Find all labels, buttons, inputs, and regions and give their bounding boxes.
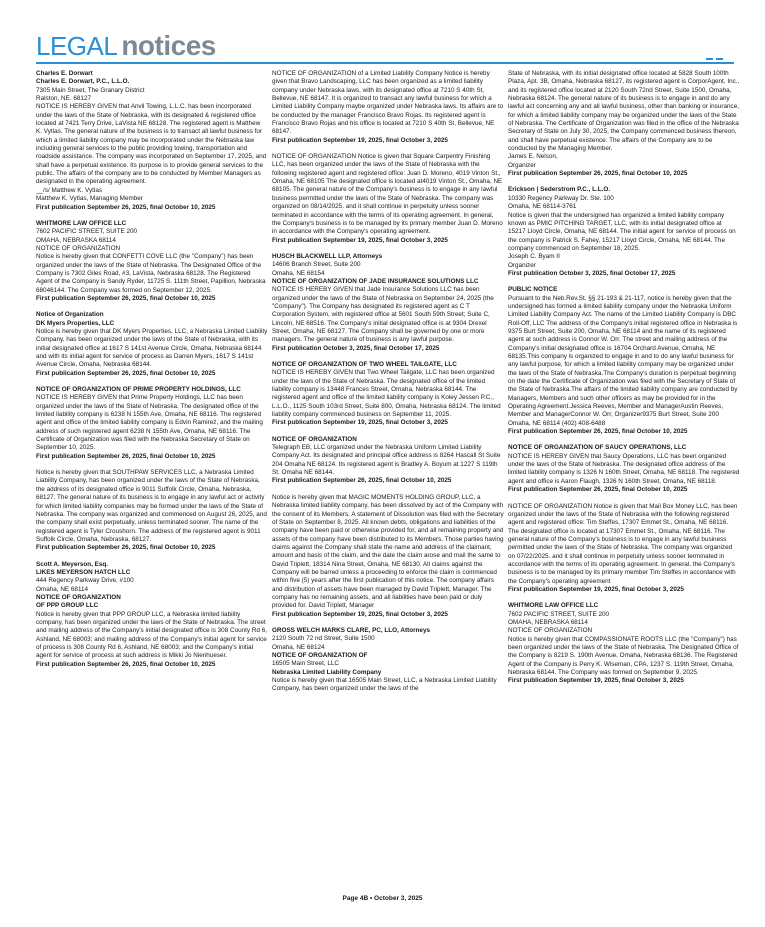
notice-body: NOTICE OF ORGANIZATION Notice is given that Mail Box Money LLC, has been organized under the laws of the State of Nebraska with the following registered agent and registered office: Tim Steffes, 17307 Emmet St., Omaha, NE 68116. The designated office is located at 17307 Emmet St., Omaha, NE 68116. The general nature of the Company's business is to engage in any lawful business permitted under the laws of the State of Nebraska. The company was organized on 07/22/2025. and it shall continue in perpetuity unless sooner terminated in accordance with the terms of its operating agreement. In general, the Company's business is to be managed by its primary member Tim Steffes in accordance with the Company's operating agreement	[508, 502, 738, 585]
section-title-notices: notices	[121, 30, 216, 61]
notice-address: 7602 PACIFIC STREET, SUITE 200	[508, 610, 610, 618]
notice-heading: NOTICE OF ORGANIZATION OF	[272, 652, 368, 659]
publication-dates: First publication September 19, 2025, final October 3, 2025	[508, 677, 684, 685]
publication-dates: First publication September 19, 2025, final October 3, 2025	[272, 136, 448, 144]
notice-heading: NOTICE OF ORGANIZATION OF SAUCY OPERATIONS, LLC	[508, 444, 687, 452]
notice-address: 14606 Branch Street, Suite 200	[272, 261, 361, 269]
publication-dates: First publication September 19, 2025, final October 3, 2025	[508, 585, 684, 593]
notice-address: 7305 Main Street, The Granary District	[36, 86, 145, 94]
notice-signature: __/s/ Matthew K. Vytlas	[36, 186, 103, 194]
notice-firm-name: GROSS WELCH MARKS CLARE, PC, LLO, Attorneys	[272, 626, 431, 634]
notice-body: NOTICE OF ORGANIZATION Notice is given that Square Carpentry Finishing LLC, has been organized under the laws of the State of Nebraska with the following registered agent and registered office: Juan D. Moreno, 4019 Vinton St., Omaha, NE 68105 The designated office is located at4019 Vinton St., Omaha, NE 68105. The general nature of the Company's business is to engage in any lawful business permitted under the laws of the State of Nebraska. The company was organized on 08/14/2025. and it shall continue in perpetuity unless sooner terminated in accordance with the terms of its operating agreement. In general, the Company's business is to be managed by its primary member Juan D. Moreno in accordance with the Company's operating agreement.	[272, 153, 503, 236]
notice-body: Notice is given that the undersigned has organized a limited liability company known as PMIC PITCHING TARGET, LLC, with its initial designated office at 15217 Lloyd Circle, Omaha, NE 68144. The initial agent for service of process on the company is Patrick S. Fahey, 15217 Lloyd Circle, Omaha, NE 68144. The company commenced on September 18, 2025.	[508, 211, 736, 252]
notice-body: Notice is hereby given that SOUTHPAW SERVICES LLC, a Nebraska Limited Liability Company, has been organized under the laws of the State of Nebraska, the address of its designated office is 9011 Suffolk Circle, Omaha, Nebraska, 68127. The general nature of its business is to engage in any lawful act or activity for which limited liability companies may be formed under the laws of the State of Nebraska. The company was organized and commenced on August 26, 2025, and the company shall exist perpetually, unless terminated sooner. The name of the registered agent is Tyler Croushorn. The address of the registered agent is 9011 Suffolk Circle, Omaha, Nebraska, 68127.	[36, 469, 267, 543]
notice-body: Notice is hereby given that PPP GROUP LLC, a Nebraska limited liability company, has been organized under the laws of the State of Nebraska. The street and mailing address of the Company's initial designated office is 308 County Rd 6, Ashland, NE 68003; and mailing address of the Company's initial agent for service of process is 308 County Rd 6, Ashland, NE 68003; and the Company's initial agent for service of process at such address is Mikki Jo Nienhueser.	[36, 610, 268, 660]
notice-address: OMAHA, NEBRASKA 68114	[508, 618, 588, 626]
notice-heading: NOTICE OF ORGANIZATION OF JADE INSURANCE SOLUTIONS LLC	[272, 277, 479, 285]
notice-body: NOTICE IS HEREBY GIVEN that Jade Insurance Solutions LLC has been organized under the laws of the State of Nebraska on September 24, 2025 (the "Company"). The Company has designated its registered agent as C T Corporation System, with registered office at 5601 South 59th Street; Suite C, Lincoln, NE 68516. The Company's initial designated office is at 9304 Drexel Street, Omaha, NE 68127. The Company shall be governed by one or more managers. The general nature of business is any lawful purpose.	[272, 286, 494, 344]
notice-heading: NOTICE OF ORGANIZATION	[272, 435, 357, 443]
notice-firm-name: Charles E. Dorwart, P.C., L.L.O.	[36, 78, 130, 86]
notice-body: NOTICE OF ORGANIZATION of a Limited Liability Company Notice is hereby given that Bravo Landscaping, LLC has been organized as a limited liability company under Nebraska laws, with its designated office at 7210 S 40th St, Bellevue, NE 68147. It is organized to transact any lawful business for which a Limited Liability Company maybe organized under Nebraska laws. Its affairs are to be conducted by the manager Francisco Bravo Rojas. Its registered agent is Francisco Bravo Rojas and his office is located at 7210 S 40th St, Bellevue, NE 68147.	[272, 70, 504, 136]
notice-heading: NOTICE OF ORGANIZATION	[36, 244, 121, 252]
notice-signer: Joseph C. Byam II	[508, 253, 560, 261]
notice-address: Omaha, NE 68114	[36, 585, 89, 593]
notice-body: Telegraph EB, LLC organized under the Nebraska Uniform Limited Liability Company Act. Its designated and principal office address is 8264 Hascall St Suite 204 Omaha NE 68124. Its registered agent is Bradley A. Boyum at 1227 S 119th St. Omaha NE 68144.	[272, 444, 501, 477]
notice-body: NOTICE IS HEREBY GIVEN that Saucy Operations, LLC has been organized under the laws of the State of Nebraska. The designated office address of the limited liability company is 1326 N 160th Street, Omaha, NE 68118. The registered agent and office is Aaron Flaugh, 1326 N 160th Street, Omaha, NE 68118.	[508, 452, 740, 485]
publication-dates: First publication September 26, 2025, final October 10, 2025	[36, 369, 216, 377]
notice-company: DK Myers Properties, LLC	[36, 319, 115, 327]
column-3	[508, 70, 740, 686]
notice-heading: NOTICE OF ORGANIZATION OF TWO WHEEL TAILGATE, LLC	[272, 361, 457, 368]
publication-dates: First publication September 26, 2025, final October 10, 2025	[36, 203, 216, 211]
header-rule-dash	[716, 58, 723, 60]
notice-body: NOTICE IS HEREBY GIVEN that Prime Property Holdings, LLC has been organized under the laws of the State of Nebraska. The designated office of the limited liability company is 6238 N 155th Ave, Omaha, NE 68116. The registered agent and office of the limited liability company is Edvin Ramirez, and the mailing address of such registered agent 6238 N 155th Ave, Omaha, NE 68116. The Certificate of Organization was filed with the Nebraska Secretary of State on September 10, 2025.	[36, 394, 263, 452]
notice-heading: NOTICE OF ORGANIZATION OF PRIME PROPERTY HOLDINGS, LLC	[36, 386, 241, 394]
column-1	[36, 70, 268, 669]
notice-body: Notice is hereby given that COMPASSIONATE ROOTS LLC (the "Company") has been organized under the laws of the State of Nebraska. The Designated Office of the Company is 8219 S. 190th Avenue, Omaha, Nebraska 68136. The Registered Agent of the Company is Perry K. Wiseman, CPA, 1237 S. 119th Street, Omaha, Nebraska 68144. The Company was formed on September 9, 2025.	[508, 635, 739, 677]
notice-address: Omaha, NE 68114-3761	[508, 203, 577, 211]
notice-signer: James E. Nelson,	[508, 153, 558, 161]
publication-dates: First publication September 19, 2025, final October 3, 2025	[272, 236, 448, 244]
section-title-legal: LEGAL	[36, 31, 118, 61]
notice-body: NOTICE IS HEREBY GIVEN that Anvil Towing, L.L.C. has been incorporated under the laws of the State of Nebraska, with its designated & registered office located at 7421 Terry Drive, LaVista NE 68128. The registered agent is Matthew K. Vytlas. The general nature of the business is to transact all lawful business for which a limited liability company may be incorporated under the Nebraska law including general services to the public providing towing, transportation and roadside assistance. The company was incorporated on September 17, 2025, and shall have a perpetual existence. Its purpose is to provide general services to the public. The affairs of the company are to be conducted by Member Managers as designated in the operating agreement.	[36, 103, 267, 186]
publication-dates: First publication September 26, 2025, final October 10, 2025	[508, 428, 688, 436]
notice-company: 16505 Main Street, LLC	[272, 660, 340, 668]
notice-body: Notice is hereby given that MAGIC MOMENTS HOLDING GROUP, LLC, a Nebraska limited liability company, has been dissolved by act of the Company with the consent of its Members. A statement of Dissolution was filed with the Secretary of State on September 8, 2025. All known debts, obligations and liabilities of the company have been paid or otherwise provided for, and all remaining property and assets of the company have been distributed to its Members. Those parties having claims against the Company shall state the name and address of the claimant, amount and basis of the claim, and the date the claim arose and mail the same to David Triplett, 18314 Nina Street, Omaha, NE 68130. All claims against the Company will be barred unless a proceeding to enforce the claim is commenced within five (5) years after the first publication of this notice. The company affairs and distribution of assets have been managed by David Triplett, Manager. The company has no remaining assets, and all liabilities have been paid or duly provided for. David Triplett, Manager	[272, 493, 504, 610]
column-2	[272, 70, 504, 694]
notice-address: Ralston, NE. 68127	[36, 95, 92, 103]
notice-heading: PUBLIC NOTICE	[508, 286, 558, 294]
notice-firm-name: LIKES MEYERSON HATCH LLC	[36, 568, 131, 576]
notice-body: Notice is hereby given that CONFETTI COVE LLC (the "Company") has been organized under the laws of the State of Nebraska. The Designated Office of the Company is 7302 Giles Road, #3, LaVista, Nebraska 68128. The Registered Agent of the Company is Sandy Ryder, 11725 S. 111th Street, Papillion, Nebraska 68046144. The Company was formed on September 12, 2025.	[36, 253, 266, 294]
notice-firm-name: WHITMORE LAW OFFICE LLC	[36, 219, 127, 227]
notice-signer: Organizer	[508, 261, 536, 269]
notice-address: OMAHA, NEBRASKA 68114	[36, 236, 116, 244]
publication-dates: First publication September 26, 2025, final October 10, 2025	[36, 660, 216, 668]
notice-body: Notice is hereby given that DK Myers Properties, LLC, a Nebraska Limited Liability Company, has been organized under the laws of the State of Nebraska, with its initial designated office at 1617 S 141st Avenue Circle, Omaha, Nebraska 68144 and with its initial agent for service of process as Darren Myers, 1617 S 141st Avenue Circle, Omaha, Nebraska 68144.	[36, 327, 268, 369]
notice-firm-name: Erickson | Sederstrom P.C., L.L.O.	[508, 186, 611, 194]
publication-dates: First publication October 3, 2025, final October 17, 2025	[272, 344, 440, 352]
page-footer: Page 4B • October 3, 2025	[342, 895, 423, 902]
publication-dates: First publication September 26, 2025, final October 10, 2025	[36, 294, 216, 302]
notice-company: Nebraska Limited Liability Company	[272, 668, 382, 676]
notice-attorney-name: Charles E. Dorwart	[36, 70, 93, 77]
header-rule	[36, 62, 734, 64]
notice-address: 444 Regency Parkway Drive, #100	[36, 577, 134, 585]
notice-attorney-name: Scott A. Meyerson, Esq.	[36, 560, 109, 568]
notice-heading: NOTICE OF ORGANIZATION	[36, 593, 121, 601]
notice-address: Omaha, NE 68124	[272, 643, 325, 651]
notice-body: Notice is hereby given that 16505 Main Street, LLC, a Nebraska Limited Liability Company, has been organized under the laws of the	[272, 677, 497, 693]
notice-heading: Notice of Organization	[36, 311, 104, 319]
notice-address: 2120 South 72 nd Street, Suite 1500	[272, 635, 375, 643]
notice-body: NOTICE IS HEREBY GIVEN that Two Wheel Tailgate, LLC has been organized under the laws of the State of Nebraska. The designated office of the limited liability company is 13448 Frances Street, Omaha, Nebraska 68144. The registered agent and office of the limited liability company is Koley Jessen P.C., L.L.O., 1125 South 103rd Street, Suite 800, Omaha, Nebraska 68124. The limited liability company commenced business on September 11, 2025.	[272, 369, 501, 419]
notice-firm-name: HUSCH BLACKWELL LLP, Attorneys	[272, 252, 383, 260]
notice-address: 7602 PACIFIC STREET, SUITE 200	[36, 228, 138, 236]
notice-firm-name: WHITMORE LAW OFFICE LLC	[508, 602, 599, 610]
notice-address: 10330 Regency Parkway Dr. Ste. 100	[508, 194, 614, 202]
notice-body: State of Nebraska, with its initial designated office located at 5828 South 100th Plaza, Apt. 3B, Omaha, Nebraska 68127, its registered agent is CorporAgent, Inc., and its registered office located at 2120 South 72nd Street, Suite 1500, Omaha, Nebraska 68124. The general nature of its business is to engage in and do any lawful act concerning any and all lawful business, other than banking or insurance, for which a limited liability company may be organized under the laws of the State of Nebraska. The Certificate of Organization was filed in the office of the Nebraska Secretary of State on July 30, 2025, the Company commenced business thereon, and shall have perpetual existence. The affairs of the Company are to be conducted by the Managing Member.	[508, 70, 740, 153]
notice-signer: Matthew K. Vytlas, Managing Member	[36, 195, 143, 203]
notice-address: Omaha, NE 68154	[272, 269, 325, 277]
publication-dates: First publication September 19, 2025, final October 3, 2025	[272, 610, 448, 618]
publication-dates: First publication September 26, 2025, final October 10, 2025	[36, 544, 216, 552]
publication-dates: First publication September 19, 2025, final October 3, 2025	[272, 419, 448, 427]
publication-dates: First publication October 3, 2025, final October 17, 2025	[508, 269, 676, 277]
section-header	[36, 30, 726, 64]
notice-heading: NOTICE OF ORGANIZATION	[508, 627, 593, 635]
publication-dates: First publication September 26, 2025, final October 10, 2025	[508, 170, 688, 178]
publication-dates: First publication September 26, 2025, final October 10, 2025	[36, 452, 216, 460]
publication-dates: First publication September 26, 2025, final October 10, 2025	[272, 477, 452, 485]
notice-heading: OF PPP GROUP LLC	[36, 602, 99, 610]
notice-body: Pursuant to the Neb.Rev.St. §§ 21-193 & 21-117, notice is hereby given that the undersigned has formed a limited liability company under the Nebraska Uniform Limited Liability Company Act. The name of the Limited Liability Company is DBC Roll-Off, LLC The address of the Company's initial registered office in Nebraska is 9375 Burt Street, Suite 200, Omaha, NE 68114 and the name of its registered agent at such address is Connor W. Orr. The street and mailing address of the Company's initial designated office is 16704 Orchard Avenue, Omaha, NE 68135.This company is organized to engage in and to do any lawful business for any lawful purpose, for which a limited liability company may be organized under the laws of the State of Nebraska.The Company's duration is perpetual beginning on the date the Certificate of Organization was filed with the Secretary of State of the State of Nebraska.The affairs of the limited liability company are conducted by Managers, Members and such other officers as may be provided for in the Operating Agreement.Jessica Reeves, Member and ManagerAustin Reeves, Member and ManagerConnor W. Orr, Organizer9375 Burt Street, Suite 200 Omaha, NE 68114 (402) 408-6488	[508, 294, 738, 427]
publication-dates: First publication September 26, 2025, final October 10, 2025	[508, 486, 688, 494]
notice-signer: Organizer	[508, 161, 536, 169]
header-rule-dash	[706, 58, 713, 60]
